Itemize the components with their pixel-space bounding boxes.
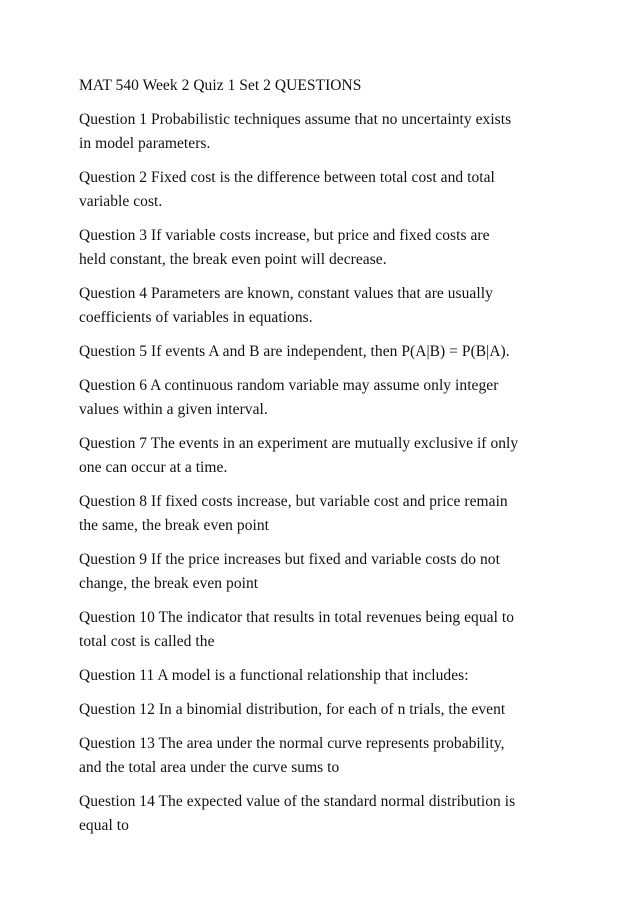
question-line: values within a given interval. — [79, 401, 268, 418]
question-9 — [79, 548, 569, 596]
question-line: Question 14 The expected value of the standard normal distribution is — [79, 793, 516, 810]
question-line: Question 8 If fixed costs increase, but variable cost and price remain — [79, 493, 508, 510]
question-line: Question 5 If events A and B are independent, then P(A|B) = P(B|A). — [79, 343, 510, 360]
question-line: one can occur at a time. — [79, 459, 228, 476]
question-line: the same, the break even point — [79, 517, 270, 534]
question-line: Question 13 The area under the normal curve represents probability, — [79, 735, 505, 752]
document-title: MAT 540 Week 2 Quiz 1 Set 2 QUESTIONS — [79, 77, 362, 94]
question-line: variable cost. — [79, 193, 163, 210]
document-page — [79, 74, 569, 848]
question-2 — [79, 166, 569, 214]
question-1 — [79, 108, 569, 156]
question-5 — [79, 340, 569, 364]
question-6 — [79, 374, 569, 422]
question-10 — [79, 606, 569, 654]
question-line: in model parameters. — [79, 135, 211, 152]
question-line: and the total area under the curve sums to — [79, 759, 340, 776]
question-line: Question 10 The indicator that results in total revenues being equal to — [79, 609, 515, 626]
question-line: Question 4 Parameters are known, constant values that are usually — [79, 285, 493, 302]
question-line: Question 3 If variable costs increase, but price and fixed costs are — [79, 227, 490, 244]
question-line: Question 7 The events in an experiment are mutually exclusive if only — [79, 435, 519, 452]
question-line: change, the break even point — [79, 575, 259, 592]
question-line: Question 11 A model is a functional relationship that includes: — [79, 667, 469, 684]
question-8 — [79, 490, 569, 538]
question-line: equal to — [79, 817, 129, 834]
question-line: Question 12 In a binomial distribution, for each of n trials, the event — [79, 701, 506, 718]
question-line: Question 9 If the price increases but fixed and variable costs do not — [79, 551, 500, 568]
question-line: held constant, the break even point will decrease. — [79, 251, 387, 268]
question-line: Question 1 Probabilistic techniques assume that no uncertainty exists — [79, 111, 512, 128]
question-12 — [79, 698, 569, 722]
question-4 — [79, 282, 569, 330]
question-line: coefficients of variables in equations. — [79, 309, 313, 326]
question-7 — [79, 432, 569, 480]
question-14 — [79, 790, 569, 838]
question-13 — [79, 732, 569, 780]
question-line: Question 2 Fixed cost is the difference between total cost and total — [79, 169, 495, 186]
question-line: total cost is called the — [79, 633, 215, 650]
question-line: Question 6 A continuous random variable may assume only integer — [79, 377, 499, 394]
question-11 — [79, 664, 569, 688]
question-3 — [79, 224, 569, 272]
